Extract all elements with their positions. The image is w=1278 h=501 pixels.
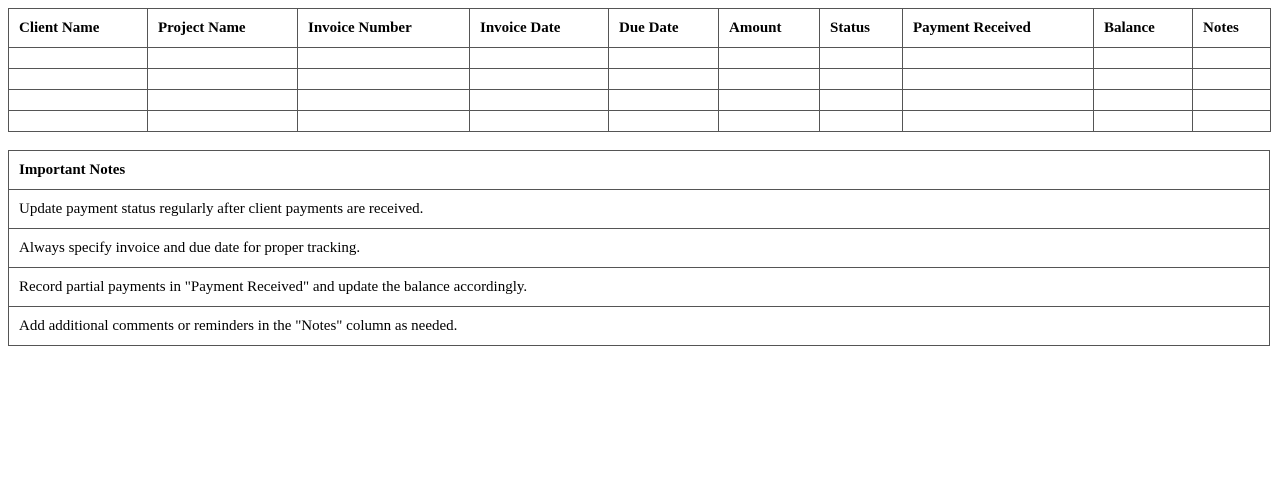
table-cell-project-name[interactable] — [148, 90, 298, 111]
note-row — [9, 307, 1270, 346]
table-cell-balance[interactable] — [1094, 48, 1193, 69]
column-header-project-name: Project Name — [148, 9, 298, 48]
table-cell-due-date[interactable] — [609, 90, 719, 111]
table-cell-status[interactable] — [820, 69, 903, 90]
table-cell-invoice-date[interactable] — [470, 48, 609, 69]
table-cell-project-name[interactable] — [148, 111, 298, 132]
column-header-invoice-date: Invoice Date — [470, 9, 609, 48]
table-row — [9, 69, 1271, 90]
table-row — [9, 111, 1271, 132]
column-header-invoice-number: Invoice Number — [298, 9, 470, 48]
table-cell-due-date[interactable] — [609, 111, 719, 132]
table-cell-invoice-number[interactable] — [298, 111, 470, 132]
table-cell-project-name[interactable] — [148, 69, 298, 90]
table-cell-status[interactable] — [820, 90, 903, 111]
notes-heading: Important Notes — [9, 151, 1270, 190]
important-notes-table — [8, 150, 1270, 346]
table-cell-amount[interactable] — [719, 69, 820, 90]
table-cell-notes[interactable] — [1193, 69, 1271, 90]
table-cell-amount[interactable] — [719, 111, 820, 132]
note-item: Record partial payments in "Payment Received" and update the balance accordingly. — [9, 268, 1270, 307]
table-cell-invoice-date[interactable] — [470, 69, 609, 90]
column-header-amount: Amount — [719, 9, 820, 48]
table-cell-invoice-number[interactable] — [298, 48, 470, 69]
table-header-row — [9, 9, 1271, 48]
table-cell-payment-received[interactable] — [903, 90, 1094, 111]
table-row — [9, 48, 1271, 69]
table-cell-payment-received[interactable] — [903, 69, 1094, 90]
table-cell-project-name[interactable] — [148, 48, 298, 69]
table-cell-due-date[interactable] — [609, 48, 719, 69]
table-cell-client-name[interactable] — [9, 48, 148, 69]
table-cell-status[interactable] — [820, 111, 903, 132]
table-cell-payment-received[interactable] — [903, 48, 1094, 69]
table-cell-payment-received[interactable] — [903, 111, 1094, 132]
notes-header-row — [9, 151, 1270, 190]
table-cell-notes[interactable] — [1193, 111, 1271, 132]
table-cell-invoice-date[interactable] — [470, 111, 609, 132]
table-cell-client-name[interactable] — [9, 69, 148, 90]
note-row — [9, 268, 1270, 307]
column-header-balance: Balance — [1094, 9, 1193, 48]
note-item: Update payment status regularly after client payments are received. — [9, 190, 1270, 229]
note-item: Add additional comments or reminders in the "Notes" column as needed. — [9, 307, 1270, 346]
column-header-status: Status — [820, 9, 903, 48]
note-item: Always specify invoice and due date for proper tracking. — [9, 229, 1270, 268]
table-cell-client-name[interactable] — [9, 111, 148, 132]
table-cell-amount[interactable] — [719, 48, 820, 69]
column-header-payment-received: Payment Received — [903, 9, 1094, 48]
note-row — [9, 229, 1270, 268]
table-cell-invoice-date[interactable] — [470, 90, 609, 111]
table-cell-balance[interactable] — [1094, 111, 1193, 132]
column-header-due-date: Due Date — [609, 9, 719, 48]
column-header-notes: Notes — [1193, 9, 1271, 48]
table-cell-due-date[interactable] — [609, 69, 719, 90]
table-cell-invoice-number[interactable] — [298, 90, 470, 111]
note-row — [9, 190, 1270, 229]
table-cell-client-name[interactable] — [9, 90, 148, 111]
column-header-client-name: Client Name — [9, 9, 148, 48]
invoice-tracking-table — [8, 8, 1271, 132]
table-row — [9, 90, 1271, 111]
table-cell-notes[interactable] — [1193, 90, 1271, 111]
table-cell-invoice-number[interactable] — [298, 69, 470, 90]
table-cell-amount[interactable] — [719, 90, 820, 111]
table-cell-status[interactable] — [820, 48, 903, 69]
table-cell-balance[interactable] — [1094, 69, 1193, 90]
table-cell-balance[interactable] — [1094, 90, 1193, 111]
table-cell-notes[interactable] — [1193, 48, 1271, 69]
